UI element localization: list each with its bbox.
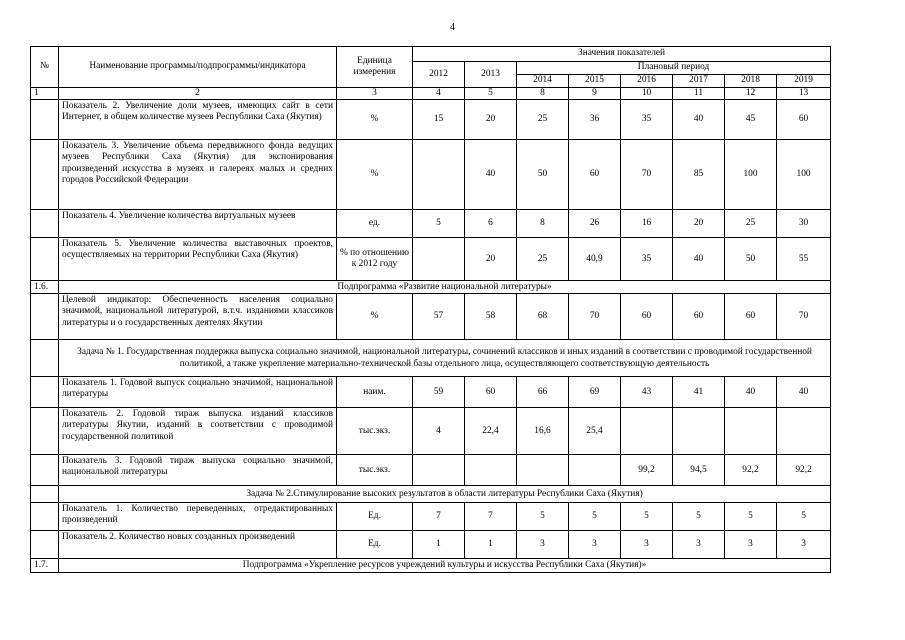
indicator-value-2017: 20	[673, 210, 725, 238]
indicator-value-2012: 59	[413, 377, 465, 408]
indicator-value-2019: 92,2	[777, 455, 831, 486]
indicator-name: Показатель 4. Увеличение количества виртуальных музеев	[59, 210, 337, 238]
indicator-value-2016: 99,2	[621, 455, 673, 486]
indicator-row	[31, 100, 831, 140]
indicator-value-2013: 7	[465, 503, 517, 531]
indicator-unit: наим.	[337, 377, 413, 408]
indicator-value-2014: 25	[517, 238, 569, 281]
header-planned: Плановый период	[517, 62, 831, 75]
header-no: №	[31, 47, 59, 88]
indicator-row	[31, 377, 831, 408]
indicator-value-2018: 50	[725, 238, 777, 281]
indicator-value-2018: 3	[725, 531, 777, 559]
indicators-table	[30, 46, 831, 573]
row-number	[31, 100, 59, 140]
task-title: Задача № 2.Стимулирование высоких результатов в области литературы Республики Саха (Якутия)	[59, 486, 831, 503]
indicator-value-2013: 58	[465, 294, 517, 340]
row-number	[31, 531, 59, 559]
indicator-value-2018: 45	[725, 100, 777, 140]
indicator-value-2016: 70	[621, 140, 673, 210]
header-row-top	[31, 47, 831, 62]
col-number: 3	[337, 88, 413, 100]
header-year-2015: 2015	[569, 75, 621, 88]
indicator-name: Показатель 3. Увеличение объема передвижного фонда ведущих музеев Республики Саха (Якутия) для экспонирования произведений искусства в музеях и галереях малых и средних городов Российской Федерации	[59, 140, 337, 210]
indicator-value-2017	[673, 408, 725, 455]
indicator-value-2016: 35	[621, 238, 673, 281]
indicator-value-2018: 5	[725, 503, 777, 531]
column-number-row	[31, 88, 831, 100]
row-number	[31, 340, 59, 377]
header-year-2019: 2019	[777, 75, 831, 88]
indicator-row	[31, 503, 831, 531]
indicator-value-2019: 3	[777, 531, 831, 559]
col-number: 2	[59, 88, 337, 100]
indicator-value-2012: 5	[413, 210, 465, 238]
subprogram-title: Подпрограмма «Развитие национальной литературы»	[59, 281, 831, 294]
indicator-value-2016: 3	[621, 531, 673, 559]
indicator-value-2018: 25	[725, 210, 777, 238]
indicator-value-2017: 40	[673, 100, 725, 140]
row-number	[31, 408, 59, 455]
indicator-value-2016: 60	[621, 294, 673, 340]
indicator-value-2017: 5	[673, 503, 725, 531]
indicator-name: Показатель 1. Годовой выпуск социально значимой, национальной литературы	[59, 377, 337, 408]
indicator-value-2012: 4	[413, 408, 465, 455]
row-number	[31, 503, 59, 531]
indicator-row	[31, 210, 831, 238]
subprogram-title: Подпрограмма «Укрепление ресурсов учреждений культуры и искусства Республики Саха (Якутия)»	[59, 559, 831, 573]
indicator-value-2016: 43	[621, 377, 673, 408]
indicator-value-2014: 16,6	[517, 408, 569, 455]
indicator-unit: Ед.	[337, 531, 413, 559]
indicator-value-2017: 41	[673, 377, 725, 408]
indicator-value-2016: 5	[621, 503, 673, 531]
indicator-value-2014: 50	[517, 140, 569, 210]
indicator-value-2015: 36	[569, 100, 621, 140]
indicator-value-2019: 55	[777, 238, 831, 281]
indicator-value-2014: 68	[517, 294, 569, 340]
indicator-value-2019	[777, 408, 831, 455]
indicator-unit: %	[337, 140, 413, 210]
col-number: 10	[621, 88, 673, 100]
page-number: 4	[450, 22, 455, 33]
row-number	[31, 377, 59, 408]
indicator-value-2016	[621, 408, 673, 455]
row-number	[31, 140, 59, 210]
indicator-value-2015: 70	[569, 294, 621, 340]
header-year-2014: 2014	[517, 75, 569, 88]
indicator-value-2012	[413, 238, 465, 281]
header-values: Значения показателей	[413, 47, 831, 62]
col-number: 9	[569, 88, 621, 100]
indicator-value-2015: 26	[569, 210, 621, 238]
header-year-2013: 2013	[465, 62, 517, 88]
header-year-2018: 2018	[725, 75, 777, 88]
indicator-value-2019: 30	[777, 210, 831, 238]
indicator-value-2012	[413, 140, 465, 210]
indicator-value-2013	[465, 455, 517, 486]
indicator-value-2019: 60	[777, 100, 831, 140]
indicator-value-2019: 5	[777, 503, 831, 531]
indicator-row	[31, 140, 831, 210]
indicator-value-2014	[517, 455, 569, 486]
indicator-value-2018: 40	[725, 377, 777, 408]
indicator-row	[31, 531, 831, 559]
indicator-value-2015: 25,4	[569, 408, 621, 455]
indicator-value-2019: 100	[777, 140, 831, 210]
indicator-name: Показатель 2. Годовой тираж выпуска изданий классиков литературы Якутии, изданий в соответствии с проводимой государственной политикой	[59, 408, 337, 455]
indicator-value-2018: 100	[725, 140, 777, 210]
col-number: 12	[725, 88, 777, 100]
indicator-unit: Ед.	[337, 503, 413, 531]
indicator-value-2014: 66	[517, 377, 569, 408]
indicator-name: Показатель 2. Количество новых созданных произведений	[59, 531, 337, 559]
indicator-value-2013: 40	[465, 140, 517, 210]
indicator-value-2013: 20	[465, 238, 517, 281]
col-number: 11	[673, 88, 725, 100]
indicator-value-2012: 1	[413, 531, 465, 559]
indicator-name: Целевой индикатор: Обеспеченность населения социально значимой, национальной литературой, в.т.ч. изданиями классиков литературы и о государственных деятелях Якутии	[59, 294, 337, 340]
col-number: 8	[517, 88, 569, 100]
indicator-value-2015: 60	[569, 140, 621, 210]
indicator-value-2012: 7	[413, 503, 465, 531]
indicator-name: Показатель 2. Увеличение доли музеев, имеющих сайт в сети Интернет, в общем количестве музеев Республики Саха (Якутия)	[59, 100, 337, 140]
header-year-2017: 2017	[673, 75, 725, 88]
indicator-value-2017: 85	[673, 140, 725, 210]
indicator-value-2017: 3	[673, 531, 725, 559]
row-number	[31, 210, 59, 238]
header-unit: Единица измерения	[337, 47, 413, 88]
indicator-unit: %	[337, 100, 413, 140]
col-number: 1	[31, 88, 59, 100]
indicator-value-2013: 1	[465, 531, 517, 559]
indicator-value-2013: 20	[465, 100, 517, 140]
header-year-2016: 2016	[621, 75, 673, 88]
indicator-value-2014: 25	[517, 100, 569, 140]
task-title: Задача № 1. Государственная поддержка выпуска социально значимой, национальной литературы, сочинений классиков и иных изданий в соответствии с проводимой государственной политикой, а также укрепление материально-технической базы отдельного лица, осуществляющего соответствующую деятельность	[59, 340, 831, 377]
indicator-value-2019: 70	[777, 294, 831, 340]
header-year-2012: 2012	[413, 62, 465, 88]
indicator-unit: % по отношению к 2012 году	[337, 238, 413, 281]
indicator-value-2012: 15	[413, 100, 465, 140]
col-number: 4	[413, 88, 465, 100]
indicator-unit: ед.	[337, 210, 413, 238]
indicator-value-2016: 16	[621, 210, 673, 238]
indicator-value-2018: 92,2	[725, 455, 777, 486]
indicator-value-2017: 40	[673, 238, 725, 281]
indicator-row	[31, 408, 831, 455]
indicator-value-2018: 60	[725, 294, 777, 340]
indicator-value-2012	[413, 455, 465, 486]
indicator-unit: тыс.экз.	[337, 408, 413, 455]
indicator-value-2015: 3	[569, 531, 621, 559]
subprogram-row	[31, 559, 831, 573]
col-number: 13	[777, 88, 831, 100]
indicator-value-2016: 35	[621, 100, 673, 140]
indicator-unit: тыс.экз.	[337, 455, 413, 486]
subprogram-row	[31, 281, 831, 294]
indicator-value-2015	[569, 455, 621, 486]
indicator-row	[31, 294, 831, 340]
indicator-value-2015: 69	[569, 377, 621, 408]
indicator-value-2013: 6	[465, 210, 517, 238]
indicator-value-2014: 3	[517, 531, 569, 559]
indicator-value-2014: 8	[517, 210, 569, 238]
subprogram-number: 1.6.	[31, 281, 59, 294]
indicator-value-2013: 22,4	[465, 408, 517, 455]
indicator-value-2015: 40,9	[569, 238, 621, 281]
indicator-name: Показатель 5. Увеличение количества выставочных проектов, осуществляемых на территории Республики Саха (Якутия)	[59, 238, 337, 281]
indicator-name: Показатель 1. Количество переведенных, отредактированных произведений	[59, 503, 337, 531]
indicator-value-2015: 5	[569, 503, 621, 531]
indicator-row	[31, 455, 831, 486]
indicator-value-2014: 5	[517, 503, 569, 531]
indicator-value-2018	[725, 408, 777, 455]
indicator-row	[31, 238, 831, 281]
row-number	[31, 455, 59, 486]
indicator-value-2019: 40	[777, 377, 831, 408]
row-number	[31, 486, 59, 503]
row-number	[31, 294, 59, 340]
indicator-value-2017: 94,5	[673, 455, 725, 486]
header-name: Наименование программы/подпрограммы/индикатора	[59, 47, 337, 88]
task-row	[31, 340, 831, 377]
indicator-name: Показатель 3. Годовой тираж выпуска социально значимой, национальной литературы	[59, 455, 337, 486]
subprogram-number: 1.7.	[31, 559, 59, 573]
indicator-value-2013: 60	[465, 377, 517, 408]
task-row	[31, 486, 831, 503]
col-number: 5	[465, 88, 517, 100]
row-number	[31, 238, 59, 281]
indicator-unit: %	[337, 294, 413, 340]
indicator-value-2017: 60	[673, 294, 725, 340]
indicator-value-2012: 57	[413, 294, 465, 340]
